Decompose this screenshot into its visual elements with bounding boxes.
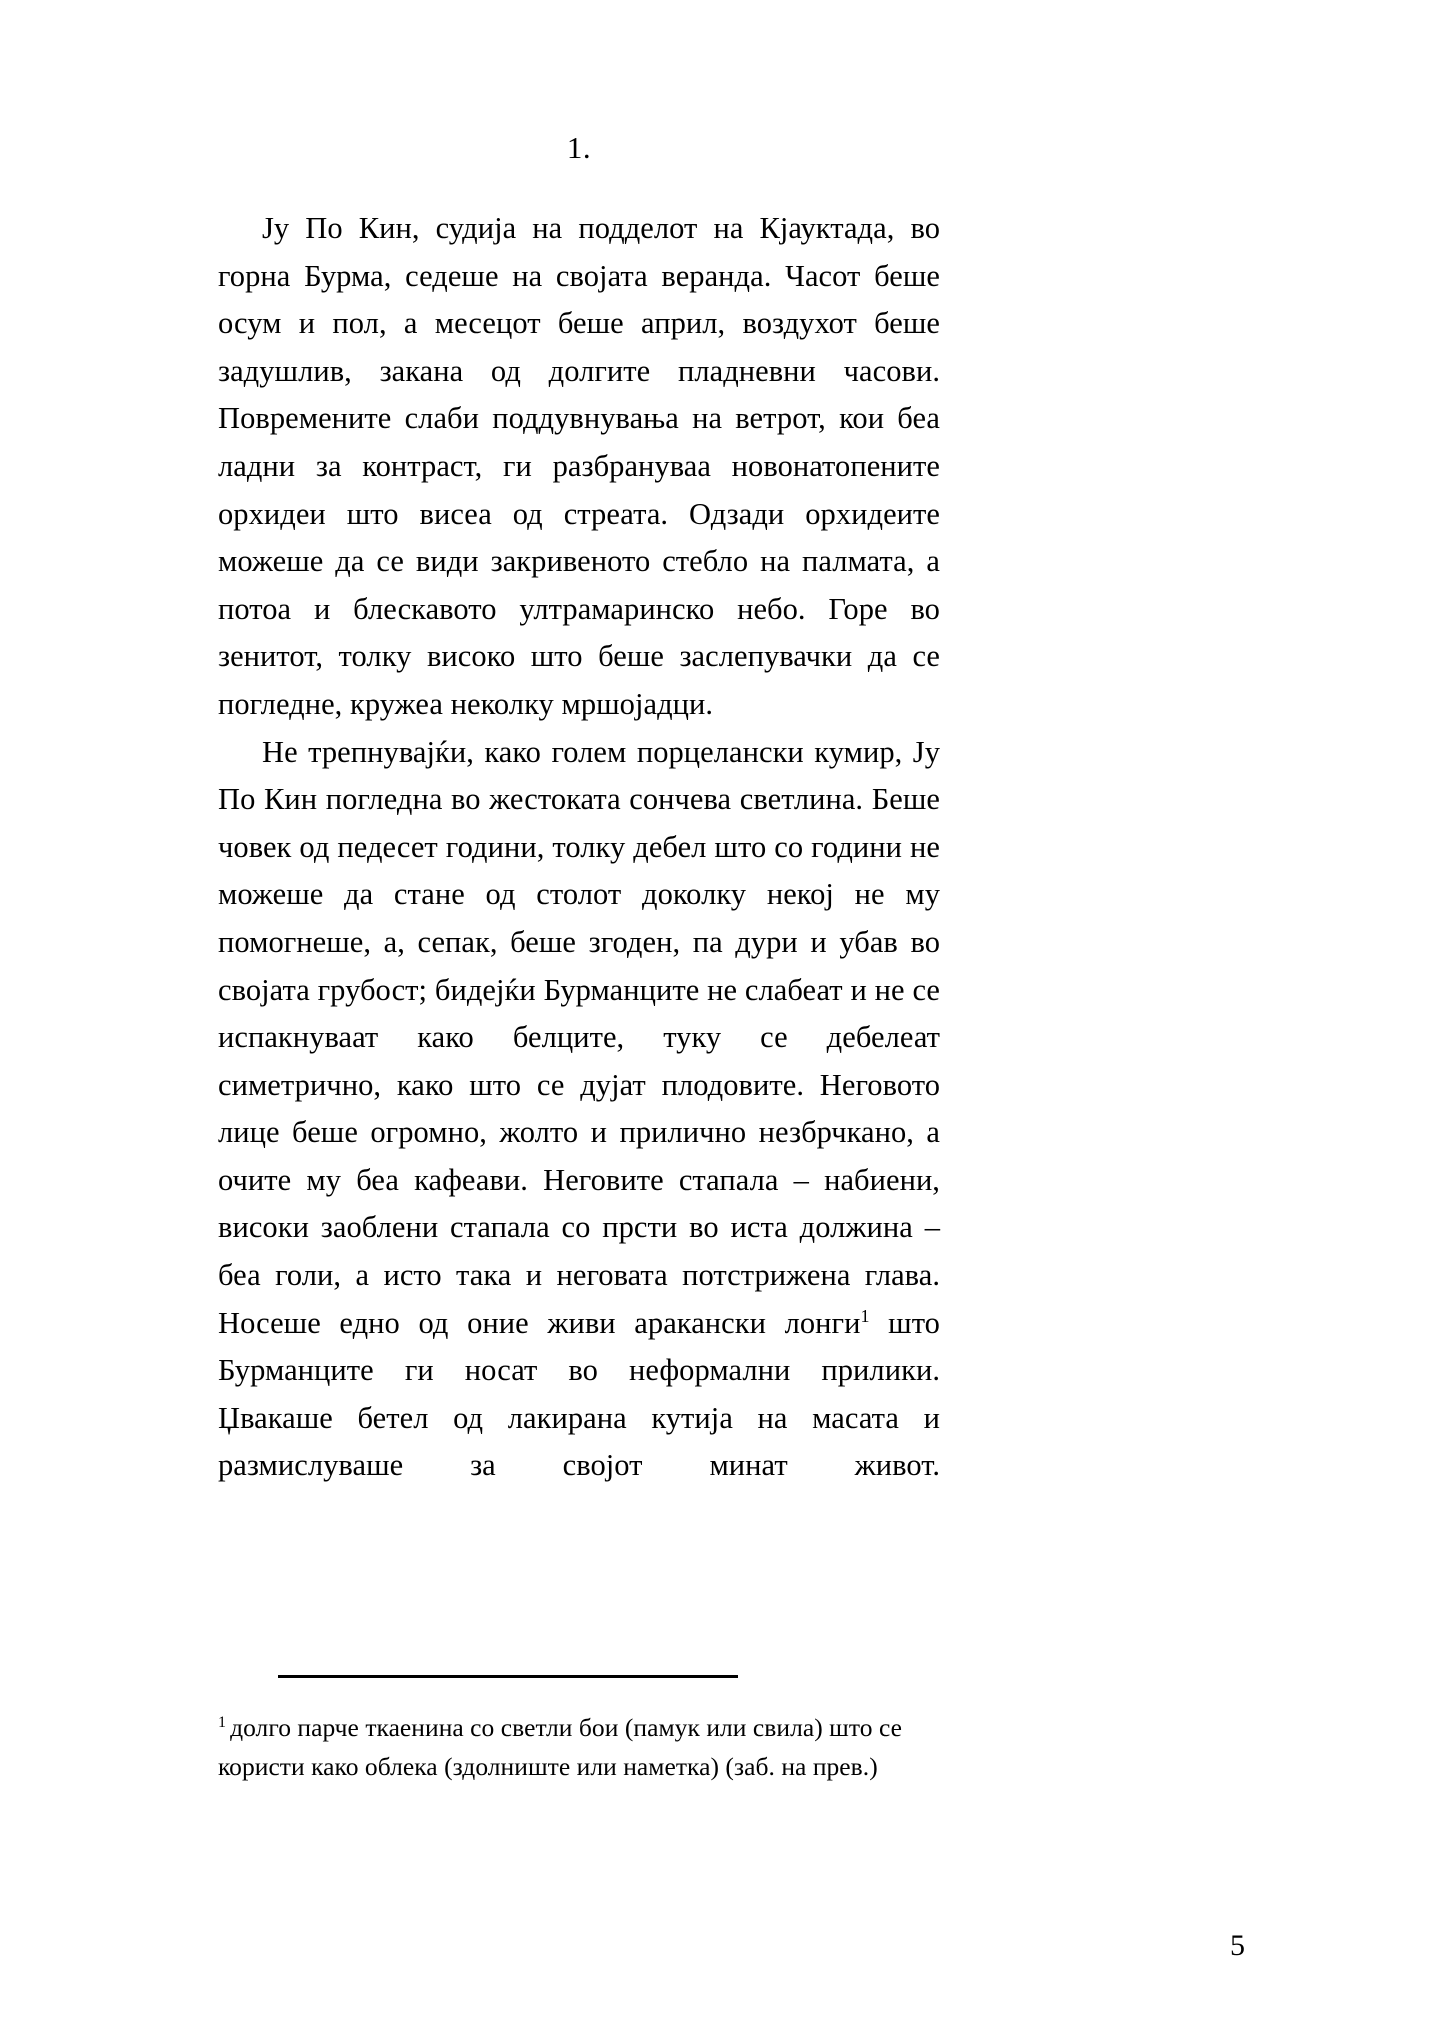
footnote-body: долго парче ткаенина со светли бои (памук или свила) што се користи како облека (здолниште или наметка) (заб. на прев.) [218,1713,902,1781]
footnote-separator-rule [278,1675,738,1678]
body-text [218,205,940,1538]
paragraph-1: Ју По Кин, судија на подделот на Кјауктада, во горна Бурма, седеше на својата веранда. Часот беше осум и пол, а месецот беше април, воздухот беше задушлив, закана од долгите пладневни часови. Повремените слаби поддувнувања на ветрот, кои беа ладни за контраст, ги разбрануваа новонатопените орхидеи што висеа од стреата. Одзади орхидеите можеше да се види закривеното стебло на палмата, а потоа и блескавото ултрамаринско небо. Горе во зенитот, толку високо што беше заслепувачки да се погледне, кружеа неколку мршојадци. [218,211,940,721]
paragraph-2-part-2: што Бурманците ги носат во неформални прилики. Џвакаше бетел од лакирана кутија на масата и размислуваше за својот минат живот. [218,1305,940,1483]
paragraph-2 [218,729,940,1538]
footnote-reference-marker[interactable]: 1 [860,1305,870,1326]
footnote-number: 1 [218,1713,227,1731]
paragraph-2-part-1: Не трепнувајќи, како голем порцелански кумир, Ју По Кин погледна во жестоката сончева светлина. Беше човек од педесет години, толку дебел што со години не можеше да стане од столот доколку некој не му помогнеше, а, сепак, беше згоден, па дури и убав во својата грубост; бидејќи Бурманците не слабеат и не се испакнуваат како белците, туку се дебелеат симетрично, како што се дујат плодовите. Неговото лице беше огромно, жолто и прилично незбрчкано, а очите му беа кафеави. Неговите стапала – набиени, високи заоблени стапала со прсти во иста должина – беа голи, а исто така и неговата потстрижена глава. Носеше едно од оние живи аракански лонги [218,734,940,1340]
page-number: 5 [1230,1929,1245,1962]
chapter-number: 1. [566,130,592,165]
page-content [218,0,940,1538]
footnote-block [218,1675,940,1786]
footnote-text [218,1708,940,1786]
